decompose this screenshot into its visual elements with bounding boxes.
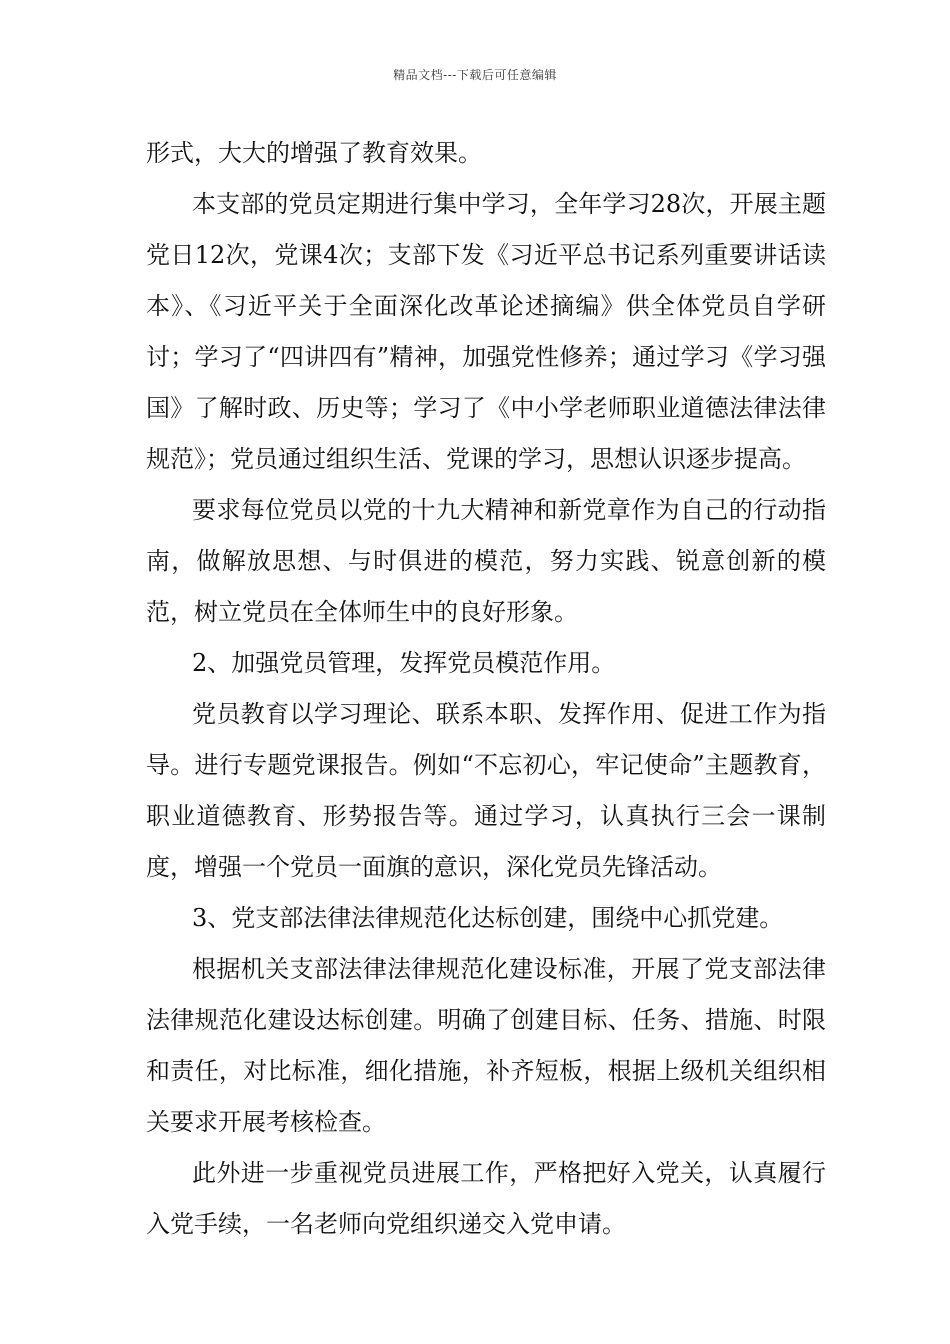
document-body [146,128,826,1250]
section-heading-management: 2、加强党员管理，发挥党员模范作用。 [192,649,616,677]
paragraph-member-development: 此外进一步重视党员进展工作，严格把好入党关，认真履行入党手续，一名老师向党组织递交入党申请。 [146,1159,826,1238]
paragraph-party-education: 党员教育以学习理论、联系本职、发挥作用、促进工作为指导。进行专题党课报告。例如“不忘初心，牢记使命”主题教育，职业道德教育、形势报告等。通过学习，认真执行三会一课制度，增强一个党员一面旗的意识，深化党员先锋活动。 [146,700,826,881]
paragraph-requirements: 要求每位党员以党的十九大精神和新党章作为自己的行动指南，做解放思想、与时俱进的模范，努力实践、锐意创新的模范，树立党员在全体师生中的良好形象。 [146,496,826,626]
paragraph-continuation: 形式，大大的增强了教育效果。 [146,139,482,167]
page-header: 精品文档---下载后可任意编辑 [393,68,557,82]
paragraph-study-summary: 本支部的党员定期进行集中学习，全年学习28次，开展主题党日12次，党课4次；支部下发《习近平总书记系列重要讲话读本》、《习近平关于全面深化改革论述摘编》供全体党员自学研讨；学习了“四讲四有”精神，加强党性修养；通过学习《学习强国》了解时政、历史等；学习了《中小学老师职业道德法律法律规范》；党员通过组织生活、党课的学习，思想认识逐步提高。 [146,190,826,473]
section-heading-standardization: 3、党支部法律法律规范化达标创建，围绕中心抓党建。 [192,904,784,932]
paragraph-standardization: 根据机关支部法律法律规范化建设标准，开展了党支部法律法律规范化建设达标创建。明确了创建目标、任务、措施、时限和责任，对比标准，细化措施，补齐短板，根据上级机关组织相关要求开展考核检查。 [146,955,826,1136]
